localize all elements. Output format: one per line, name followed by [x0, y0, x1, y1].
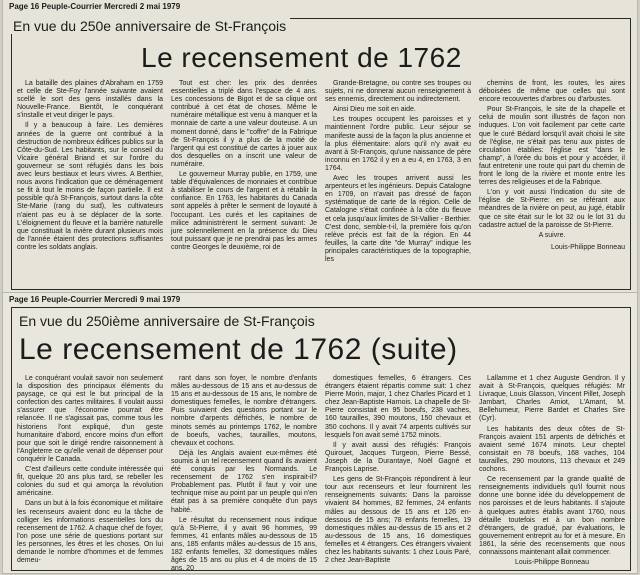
paragraph: Il y a beaucoup à faire. Les dernières années de la guerre ont contribué à la destruction de nombreux édifices publics sur la Côte-du-Sud. Les habitants, sur le conseil du Vicaire général Briand et sur l'ordre du gouverneur se sont réfugiés dans les bois avec leurs bestiaux et leurs vivres. A Berthier, nous avons l'indication que ce déménagement se fit à tout le moins de façon partielle. Il est possible qu'à St-François, surtout dans la côte Ste-Marie (rang du sud), les cultivateurs n'aient pas eu à se déplacer de la sorte. L'éloignement du fleuve et la barrière naturelle que constituait la rivière durant plusieurs mois de l'année étaient des protections suffisantes contre les soldats anglais. [17, 122, 163, 251]
column-1 [17, 375, 163, 565]
paragraph: L'on y voit aussi l'indication du site de l'église de St-Pierre: en se référant aux méandres de la rivière on peut, au jugé, établir que ce site était sur le lot 32 ou le lot 31 du cadastre actuel de la paroisse de St-Pierre. [479, 189, 625, 229]
paragraph: Le gouverneur Murray publie, en 1759, une table d'équivalences de monnaies et contribue à stabiliser le cours de l'argent et à rétablir la confiance. En 1763, les habitants du Canada sont appelés à prêter le serment de loyauté à l'occupant. Les curés et les capitaines de milice administrèrent le serment suivant: Je jure solennellement en la présence du Dieu tout puissant que je ne prendrai pas les armes contre Georges le deuxième, roi de [171, 171, 317, 251]
headline: Le recensement de 1762 [141, 42, 462, 73]
paragraph: Le résultat du recensement nous indique qu'à St-Pierre, il y avait 96 hommes, 99 femmes, 41 enfants mâles au-dessous de 15 ans, 185 enfants mâles au-dessus de 15 ans, 182 enfants femelles, 32 domestiques mâles âgés de 15 ans ou plus et 4 de moins de 15 ans, 20 [171, 516, 317, 573]
paragraph: Pour St-François, le site de la chapelle et celui de moulin sont illustrés de façon non induques. L'on voit facilement par cette carte que le curé Bédard lorsqu'il avait choisi le site de l'église, ne s'était pas tenu aux pistes de circulation établies: l'église est "dans le champ", à l'orée du bois et pour y accéder, il faut entretenir une route qui part du chemin de front le long de la rivière et monte entre les terres des religieuses et de la Fabrique. [479, 106, 625, 187]
masthead: Page 16 Peuple-Courrier Mercredi 9 mai 1979 [9, 295, 181, 304]
article-clipping-2 [3, 293, 637, 573]
author-signature: Louis-Philippe Bonneau [515, 559, 589, 567]
headline: Le recensement de 1762 (suite) [19, 333, 458, 366]
column-4 [479, 375, 625, 565]
paragraph: Grande-Bretagne, ou contre ses troupes ou sujets, ni ne donnerai aucun renseignement à ses ennemis, directement ou indirectement. [325, 80, 471, 104]
column-1 [17, 80, 163, 283]
paragraph: Avec les troupes arrivent aussi les arpenteurs et les ingénieurs. Depuis Catalogne en 1709, on n'avait pas dressé de façon systématique de carte de la région. Celle de Catalogne s'était confinée à la côte du fleuve et cela jusqu'aux limites de St-Vallier - Berthier. C'est donc, semble-t-il, la première fois qu'on relève précis est fait de la région. En 44 feuilles, la carte dite "de Murray" indique les principales caractéristiques de la topographie, les [325, 175, 471, 263]
column-4 [479, 80, 625, 283]
paragraph: chemins de front, les routes, les aires déboisées de même que celles qui sont encore recouvertes d'arbres ou d'arbustes. [479, 80, 625, 104]
kicker: En vue du 250ième anniversaire de St-François [15, 313, 319, 329]
paragraph: Les troupes occupent les paroisses et y maintiennent l'ordre public. Leur séjour se manifeste aussi de la façon la plus ancienne et la plus élémentaire: alors qu'il n'y avait eu avant à St-François, qu'une naissance de père inconnu en 1762 il y en a eu 4, en 1763, 3 en 1764. [325, 116, 471, 172]
masthead: Page 16 Peuple-Courrier Mercredi 2 mai 1979 [9, 2, 181, 11]
paragraph: Ce recensement par la grande qualité de renseignements individuels qu'il fournit nous donne une bonne idée du développement de nos paroisses et de leurs habitants. Il s'ajoute à quelques autres établis avant 1760, nous détaille toutefois et à un bon nombre d'étrangers, de gradué, par évaluations, le gouvernement entreprit au for et à mesure. En 1861, la série des recensements que nous connaissons maintenant allait commencer. [479, 476, 625, 556]
paragraph: C'est d'ailleurs cette conduite intéressée qui fit, quelque 20 ans plus tard, se rebeller les colonies du sud et qui amorça la révolution américaine. [17, 466, 163, 498]
article-columns [17, 375, 625, 573]
column-2 [171, 80, 317, 283]
author-signature: Louis-Philippe Bonneau [551, 243, 625, 251]
paragraph: rant dans son foyer, le nombre d'enfants mâles au-dessous de 15 ans et au-dessus de 15 ans et au-dessous de 15 ans, le nombre de domestiques femelles, le nombre d'étrangers. Puis suivaient des questions portant sur le nombre d'arpents défrichés, le nombre de minots semés au printemps 1762, le nombre de boeufs, vaches, taurailles, moutons, chevaux et cochons. [171, 375, 317, 447]
kicker: En vue du 250e anniversaire de St-François [9, 18, 290, 34]
article-clipping-1 [3, 0, 637, 292]
article-columns [17, 80, 625, 283]
paragraph: Lallamme et 1 chez Auguste Gendron. Il y avait à St-François, quelques réfugiés: Mr Livraque, Louis Glasson, Vincent Pillet, Joseph Jambart, Charles Amiot, L'Amant, M. Bellehumeur, Pierre Bardet et Charles Sire (Cyr). [479, 375, 625, 423]
paragraph: Les gens de St-François répondirent à leur tour aux recenseurs et leur fournirent les renseignements suivants: Dans la paroisse vivaient 84 hommes, 82 femmes, 24 enfants mâles au dessous de 15 ans et 126 en-dessous de 15 ans; 78 enfants femelles, 19 domestiques mâles au-dessus de 15 ans et 2 au-dessous de 15 ans, 16 domestiques femelles et 4 étrangers. Ces étrangers vivaient chez les habitants suivants: 1 chez Louis Paré, 2 chez Jean-Baptiste [325, 476, 471, 565]
column-3 [325, 80, 471, 283]
column-3 [325, 375, 471, 565]
paragraph: Tout est cher: les prix des denrées essentielles a triplé dans l'espace de 4 ans. Les concessions de Bigot et de sa clique ont contribué à cet état de choses. Même le numéraire métallique est venu à manquer et la monnaie de carte a une valeur douteuse. A un moment donné, dans le "coffre" de la Fabrique de St-François il y a plus de la moitié de l'argent qui est constitué de cartes à jouer aux dos desquelles on a inscrit une valeur de numéraire. [171, 80, 317, 168]
to-be-continued: A suivre. [538, 231, 566, 239]
paragraph: Le conquérant voulait savoir non seulement la disposition des principaux éléments du paysage, ce qui est le but principal de la confection des cartes militaires. Il voulait aussi s'assurer que l'économie pourrait être relancée. Il ne s'agissait pas, comme tous les historiens l'ont expliqué, d'un geste humanitaire d'abord, encore moins d'un effort pour que soit le dirigé rendre raisonnement à l'Angleterre ce qu'elle venait de dépenser pour conquérir le Canada. [17, 375, 163, 463]
paragraph: domestiques femelles, 6 étrangers. Ces étrangers étaient répartis comme suit: 1 chez Pierre Morin, major, 1 chez Charles Picard et 1 chez Jean-Baptiste Harnois. La chapelle de St-Pierre consistait en 95 boeufs, 238 vaches, 160 taurailles, 390 moutons, 150 chevaux et 350 cochons. Il y avait 74 arpents cultivés sur lesquels l'on avait semé 1752 minots. [325, 375, 471, 439]
paragraph: Ainsi Dieu me soit en aide. [333, 106, 416, 114]
paragraph: Dans un but à la fois économique et militaire les recenseurs avaient donc eu la tâche de colliger les informations essentielles lors du recensement de 1762. A chaque chef de foyer, l'on pose une série de questions portant sur les personnes, les êtres et les choses. On lui demande le nombre d'hommes et de femmes demeu- [17, 500, 163, 565]
column-2 [171, 375, 317, 573]
paragraph: Les habitants des deux côtes de St-François avaient 151 arpents de défrichés et avaient semé 1674 minots. Leur cheptel consistait en 78 boeufs, 168 vaches, 104 taurailles, 290 moutons, 113 chevaux et 249 cochons. [479, 425, 625, 474]
paragraph: La bataille des plaines d'Abraham en 1759 et celle de Ste-Foy l'année suivante avaient scellé le sort des gens installés dans la Nouvelle-France. Bientôt, le conquérant s'installe et veut diriger le pays. [17, 80, 163, 120]
paragraph: Il y avait aussi des réfugiés: François Quirouet, Jacques Turgeon, Pierre Bessé, Joseph de la Durantaye, Noël Gagné et François Laprise. [325, 441, 471, 474]
paragraph: Déjà les Anglais avaient eux-mêmes été soumis à un tel recensement quand ils avaient été conquis par les Normands. Le recensement de 1762 s'en inspirait-il? Probablement pas. Plutôt il faut y voir une technique mise au point par un peuple qui n'en était pas à sa première conquête d'un pays habité. [171, 449, 317, 514]
